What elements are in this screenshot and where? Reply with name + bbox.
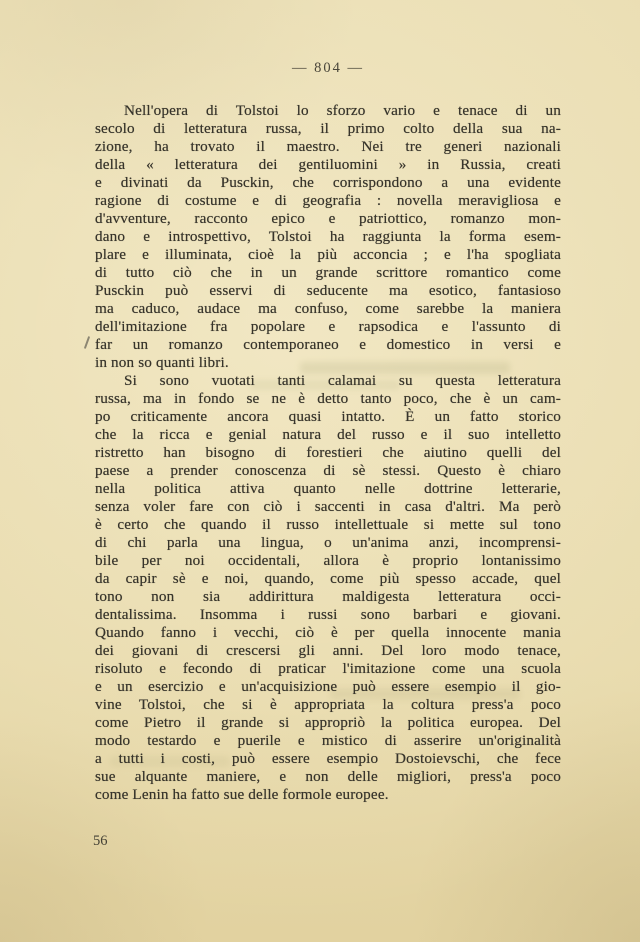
text-line: Quando fanno i vecchi, ciò è per quella innocente mania xyxy=(95,624,561,641)
text-line: senza voler fare con ciò i saccenti in casa d'altri. Ma però xyxy=(95,498,561,515)
text-line: russa, ma in fondo se ne è detto tanto poco, che è un cam- xyxy=(95,390,561,407)
text-line: vine Tolstoi, che si è appropriata la coltura press'a poco xyxy=(95,696,561,713)
text-line: da capir sè e noi, quando, come più spesso accade, quel xyxy=(95,570,561,587)
text-line: dei giovani di crescersi gli anni. Del loro modo tenace, xyxy=(95,642,561,659)
text-line: a tutti i costi, può essere esempio Dostoievschi, che fece xyxy=(95,750,561,767)
text-line: risoluto e fecondo di praticar l'imitazione come una scuola xyxy=(95,660,561,677)
text-line: in non so quanti libri. xyxy=(95,354,229,371)
text-line: secolo di letteratura russa, il primo colto della sua na- xyxy=(95,120,561,137)
text-line: di tutto ciò che in un grande scrittore romantico come xyxy=(95,264,561,281)
text-line: di chi parla una lingua, o un'anima anzi, incomprensi- xyxy=(95,534,561,551)
text-line: zione, ha trovato il maestro. Nei tre generi nazionali xyxy=(95,138,561,155)
text-line: dano e introspettivo, Tolstoi ha raggiunta la forma esem- xyxy=(95,228,561,245)
text-line: ristretto han bisogno di forestieri che aiutino quelli del xyxy=(95,444,561,461)
text-line: d'avventure, racconto epico e patriottico, romanzo mon- xyxy=(95,210,561,227)
text-line: sue alquante maniere, e non delle migliori, press'a poco xyxy=(95,768,561,785)
text-line: far un romanzo contemporaneo e domestico in versi e xyxy=(95,336,561,353)
text-line: modo testardo e puerile e mistico di asserire un'originalità xyxy=(95,732,561,749)
text-line: plare e illuminata, cioè la più acconcia ; e l'ha spogliata xyxy=(95,246,561,263)
paragraph-1 xyxy=(95,102,561,372)
text-line: po criticamente ancora quasi intatto. È un fatto storico xyxy=(95,408,561,425)
text-line: ma caduco, audace ma confuso, come sarebbe la maniera xyxy=(95,300,561,317)
text-line: e un esercizio e un'acquisizione può essere esempio il gio- xyxy=(95,678,561,695)
pen-mark xyxy=(84,336,90,349)
paragraph-2 xyxy=(95,372,561,804)
text-line: Nell'opera di Tolstoi lo sforzo vario e tenace di un xyxy=(124,102,561,119)
text-line: paese a prender conoscenza di sè stessi. Questo è chiaro xyxy=(95,462,561,479)
text-line: bile per noi occidentali, allora è proprio lontanissimo xyxy=(95,552,561,569)
text-line: come Pietro il grande si appropriò la politica europea. Del xyxy=(95,714,561,731)
text-line: e divinati da Pusckin, che corrispondono a una evidente xyxy=(95,174,561,191)
folio-page-number: 56 xyxy=(93,833,108,849)
text-line: dell'imitazione fra popolare e rapsodica e l'assunto di xyxy=(95,318,561,335)
text-line: Si sono vuotati tanti calamai su questa letteratura xyxy=(124,372,561,389)
text-line: nella politica attiva quanto nelle dottrine letterarie, xyxy=(95,480,561,497)
running-head-page-number: — 804 — xyxy=(292,60,364,76)
text-line: tono non sia addirittura maldigesta letteratura occi- xyxy=(95,588,561,605)
body-text xyxy=(95,102,561,804)
text-line: ragione di costume e di geografia : novella meravigliosa e xyxy=(95,192,561,209)
text-line: che la ricca e genial natura del russo e il suo intelletto xyxy=(95,426,561,443)
text-line: come Lenin ha fatto sue delle formole europee. xyxy=(95,786,389,803)
text-line: della « letteratura dei gentiluomini » in Russia, creati xyxy=(95,156,561,173)
text-line: è certo che quando il russo intellettuale si mette sul tono xyxy=(95,516,561,533)
text-line: dentalissima. Insomma i russi sono barbari e giovani. xyxy=(95,606,561,623)
text-line: Pusckin può esservi di seducente ma esotico, fantasioso xyxy=(95,282,561,299)
